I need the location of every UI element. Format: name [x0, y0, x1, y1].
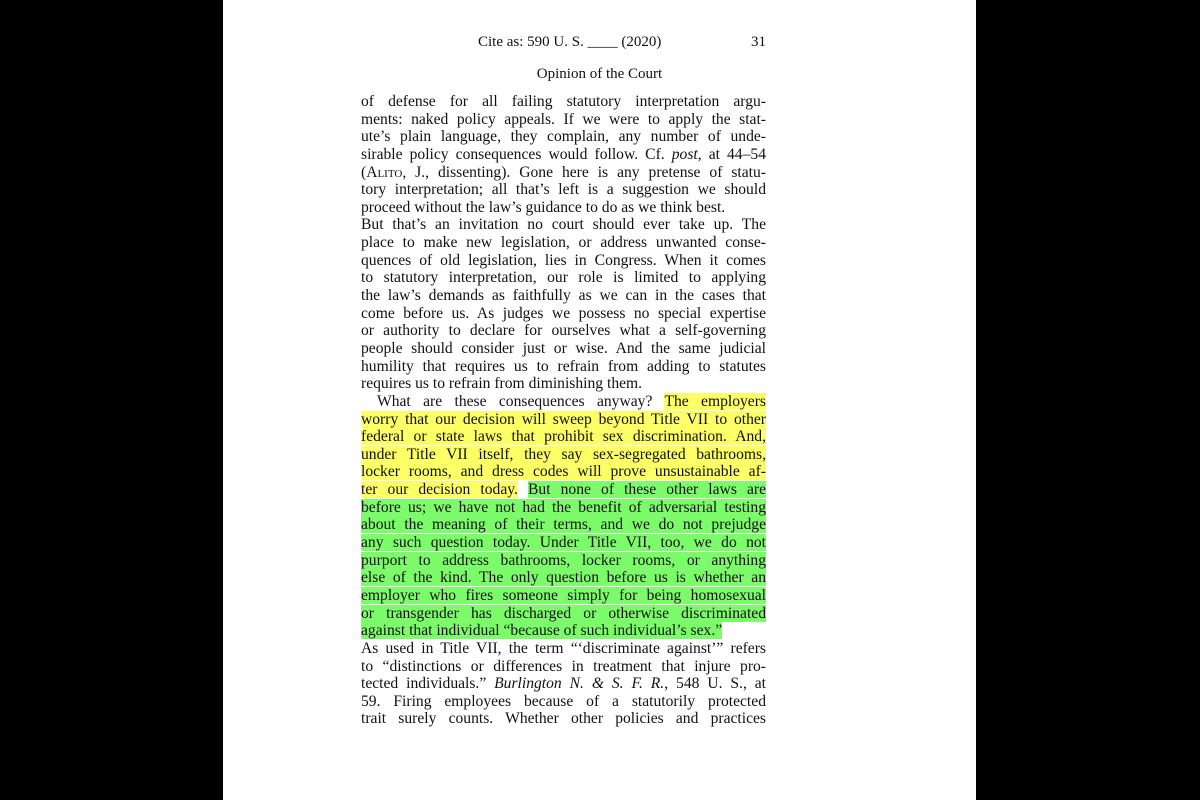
- highlighted-text: worry that our decision will sweep beyond Title VII to other: [361, 410, 766, 428]
- highlighted-text: locker rooms, and dress codes will prove unsustainable af-: [361, 463, 766, 481]
- text-line: [361, 605, 766, 623]
- text-line: [361, 93, 766, 111]
- text-line: [361, 640, 766, 658]
- text-line: [361, 693, 766, 711]
- text-line: [361, 393, 766, 411]
- text-line: [361, 146, 766, 164]
- opinion-label: Opinion of the Court: [536, 66, 663, 82]
- text-segment: sirable policy consequences would follow. Cf.: [361, 145, 672, 163]
- text-segment: But that’s an invitation no court should ever take up. The: [361, 216, 766, 234]
- text-line: [361, 287, 766, 305]
- text-line: [361, 358, 766, 376]
- text-line: [361, 481, 766, 499]
- running-header: [223, 34, 976, 54]
- highlighted-text: against that individual “because of such individual’s sex.”: [361, 622, 723, 640]
- text-segment: ute’s plain language, they complain, any number of unde-: [361, 128, 766, 146]
- text-line: [361, 658, 766, 676]
- highlighted-text: The employers: [664, 392, 766, 410]
- text-segment: quences of old legislation, lies in Congress. When it comes: [361, 251, 766, 269]
- highlighted-text: about the meaning of their terms, and we do not prejudge: [361, 516, 766, 534]
- text-segment: place to make new legislation, or address unwanted conse-: [361, 234, 766, 252]
- text-segment: to “distinctions or differences in treatment that injure pro-: [361, 657, 766, 675]
- highlighted-text: employer who fires someone simply for being homosexual: [361, 586, 766, 604]
- text-segment: or authority to declare for ourselves what a self-governing: [361, 322, 766, 340]
- text-line: [361, 675, 766, 693]
- text-line: [361, 622, 766, 640]
- page-number: 31: [751, 34, 766, 50]
- text-line: [361, 569, 766, 587]
- text-segment: of defense for all failing statutory interpretation argu-: [361, 93, 766, 110]
- opinion-text: [361, 93, 766, 728]
- highlighted-text: else of the kind. The only question before us is whether an: [361, 569, 766, 587]
- highlighted-text: under Title VII itself, they say sex-segregated bathrooms,: [361, 445, 766, 463]
- text-line: [361, 199, 766, 217]
- text-segment: Alito: [366, 163, 403, 181]
- text-line: [361, 181, 766, 199]
- text-line: [361, 446, 766, 464]
- text-line: [361, 428, 766, 446]
- highlighted-text: before us; we have not had the benefit of adversarial testing: [361, 498, 766, 516]
- text-line: [361, 305, 766, 323]
- text-segment: (: [361, 163, 367, 181]
- text-segment: What are these consequences anyway?: [377, 392, 665, 410]
- text-line: [361, 252, 766, 270]
- text-segment: trait surely counts. Whether other policies and practices: [361, 710, 766, 728]
- highlighted-text: federal or state laws that prohibit sex discrimination. And,: [361, 428, 766, 446]
- text-segment: 59. Firing employees because of a statutorily protected: [361, 692, 766, 710]
- text-segment: , J., dissenting). Gone here is any pretense of statu-: [402, 163, 766, 181]
- text-line: [361, 411, 766, 429]
- text-line: [361, 499, 766, 517]
- text-segment: people should consider just or wise. And the same judicial: [361, 339, 766, 357]
- text-line: [361, 587, 766, 605]
- text-line: [361, 375, 766, 393]
- text-line: [361, 463, 766, 481]
- text-segment: As used in Title VII, the term “‘discriminate against’” refers: [361, 639, 766, 657]
- text-line: [361, 234, 766, 252]
- text-line: [361, 340, 766, 358]
- text-segment: come before us. As judges we possess no special expertise: [361, 304, 766, 322]
- document-page: [223, 0, 976, 800]
- text-line: [361, 164, 766, 182]
- text-segment: , 548 U. S., at: [664, 675, 767, 693]
- text-line: [361, 552, 766, 570]
- text-segment: requires us to refrain from diminishing them.: [361, 375, 643, 393]
- text-segment: ments: naked policy appeals. If we were to apply the stat-: [361, 110, 766, 128]
- text-segment: humility that requires us to refrain from adding to statutes: [361, 357, 766, 375]
- text-line: [361, 534, 766, 552]
- highlighted-text: or transgender has discharged or otherwise discriminated: [361, 604, 766, 622]
- text-line: [361, 111, 766, 129]
- highlighted-text: ter our decision today.: [361, 481, 518, 499]
- text-line: [361, 516, 766, 534]
- text-segment: proceed without the law’s guidance to do as we think best.: [361, 198, 726, 216]
- text-line: [361, 216, 766, 234]
- highlighted-text: any such question today. Under Title VII, too, we do not: [361, 534, 766, 552]
- text-segment: to statutory interpretation, our role is limited to applying: [361, 269, 766, 287]
- text-line: [361, 322, 766, 340]
- highlighted-text: purport to address bathrooms, locker rooms, or anything: [361, 551, 766, 569]
- text-segment: [518, 481, 528, 498]
- citation: Cite as: 590 U. S. ____ (2020): [478, 34, 662, 50]
- highlighted-text: But none of these other laws are: [528, 481, 766, 499]
- text-line: [361, 269, 766, 287]
- text-segment: tory interpretation; all that’s left is a suggestion we should: [361, 181, 766, 199]
- text-line: [361, 128, 766, 146]
- text-line: [361, 710, 766, 728]
- text-segment: Burlington N. & S. F. R.: [494, 675, 665, 693]
- text-segment: , at 44–54: [697, 145, 766, 163]
- text-segment: post: [671, 145, 698, 163]
- text-segment: the law’s demands as faithfully as we can in the cases that: [361, 287, 766, 305]
- text-segment: tected individuals.”: [361, 675, 495, 693]
